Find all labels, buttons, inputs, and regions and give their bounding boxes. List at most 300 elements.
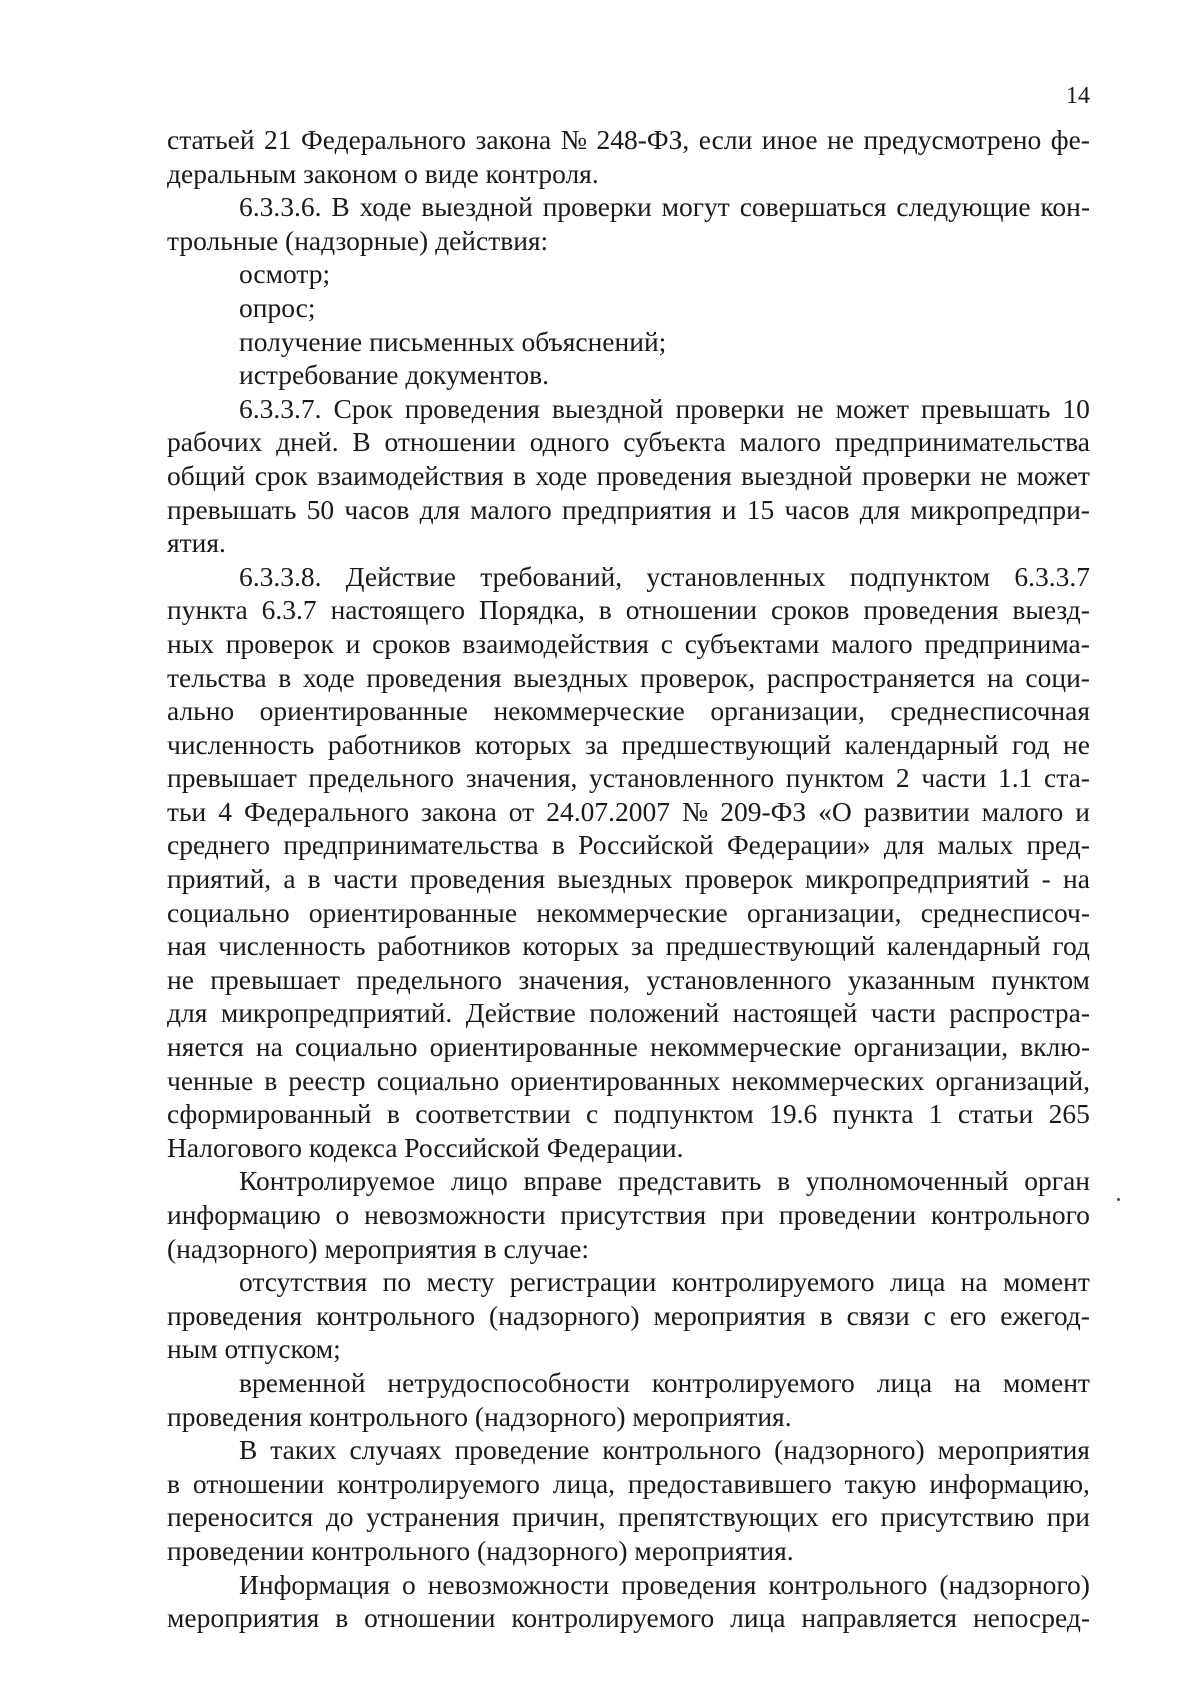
word: ных <box>167 627 214 659</box>
word: ходе <box>302 661 355 693</box>
word: предоставившего <box>627 1467 832 1499</box>
word: представить <box>618 1165 762 1197</box>
word: ориентированные <box>308 896 518 928</box>
line-text: (надзорного) мероприятия в случае: <box>167 1232 590 1264</box>
word: сформированный <box>167 1098 372 1130</box>
word: сроков <box>372 627 451 659</box>
word: Действие <box>465 997 576 1029</box>
word: присутствия <box>560 1199 707 1230</box>
word: превышает <box>210 963 341 995</box>
word: установленных <box>646 560 826 592</box>
word: контролируемого <box>337 1467 540 1499</box>
word: переносится <box>167 1501 314 1533</box>
text-line <box>167 560 1090 594</box>
word: 24.07.2007 <box>546 795 670 827</box>
line-text: деральным законом о виде контроля. <box>167 157 599 189</box>
text-line <box>167 661 1090 695</box>
word: 21 <box>264 124 292 155</box>
word: не <box>1063 728 1090 760</box>
word: Действие <box>345 560 456 592</box>
word: проверок <box>225 627 334 659</box>
word: микропредприятий <box>804 863 1030 895</box>
word: малого <box>831 627 913 659</box>
word: В <box>352 426 371 458</box>
word: часов <box>784 493 850 525</box>
word: организации, <box>746 896 902 928</box>
word: проверки <box>675 392 785 424</box>
word: няется <box>167 1031 244 1063</box>
text-line <box>167 1030 1090 1064</box>
word: закона <box>475 124 552 155</box>
word: орган <box>1024 1165 1090 1197</box>
word: выездной <box>421 191 533 223</box>
word: Информация <box>239 1568 390 1600</box>
text-line <box>167 157 1090 191</box>
text-line <box>167 963 1090 997</box>
word: проведения <box>366 661 502 693</box>
word: установленного <box>589 762 775 794</box>
word: рабочих <box>167 426 263 458</box>
word: ально <box>167 695 235 727</box>
text-line <box>167 1299 1090 1333</box>
word: таких <box>270 1434 337 1466</box>
word: значения, <box>518 963 631 995</box>
word: (надзорного) <box>774 1434 925 1466</box>
text-line <box>167 795 1090 829</box>
word: пред- <box>1026 829 1090 861</box>
word: микропредприятий. <box>220 997 453 1029</box>
word: подпунктом <box>613 1098 754 1130</box>
word: значения, <box>465 762 578 794</box>
word: организации, <box>710 695 865 727</box>
word: Федерального <box>244 795 410 827</box>
word: 6.3.3.8. <box>239 560 322 592</box>
text-line <box>167 1164 1090 1198</box>
word: В <box>331 191 350 223</box>
word: лица <box>876 1366 933 1398</box>
text-line <box>167 291 1090 325</box>
word: положений <box>589 997 720 1029</box>
text-line <box>167 190 1090 224</box>
word: развитии <box>863 795 970 827</box>
word: проверки <box>542 191 652 223</box>
word: «О <box>818 795 852 827</box>
word: вправе <box>523 1165 603 1197</box>
word: могут <box>661 191 730 223</box>
word: микропредпри- <box>910 493 1090 525</box>
text-line <box>167 761 1090 795</box>
text-line <box>167 123 1090 157</box>
word: превышать <box>921 392 1051 424</box>
text-line <box>167 1534 1090 1568</box>
word: проведения <box>409 863 546 895</box>
word: отсутствия <box>239 1266 368 1298</box>
word: выездных <box>557 863 673 895</box>
word: регистрации <box>509 1266 657 1298</box>
word: для <box>883 829 925 861</box>
word: год <box>1052 930 1090 962</box>
word: с <box>586 1098 599 1130</box>
word: совершаться <box>739 191 887 223</box>
word: в <box>819 1299 833 1331</box>
word: в <box>598 594 612 626</box>
word: за <box>585 728 609 760</box>
word: приятий, <box>167 863 272 895</box>
word: социально <box>167 896 290 928</box>
word: за <box>630 930 654 962</box>
word: 10 <box>1062 392 1090 424</box>
word: предпринима- <box>924 627 1090 659</box>
word: при <box>1046 1501 1090 1533</box>
word: лицо <box>450 1165 508 1197</box>
word: пунктом <box>785 762 885 794</box>
word: работников <box>327 728 462 760</box>
word: выездных <box>513 661 629 693</box>
text-line <box>167 728 1090 762</box>
word: месту <box>426 1266 495 1298</box>
word: в <box>264 1064 278 1096</box>
word: социально <box>294 1031 418 1063</box>
word: 209-ФЗ <box>720 795 807 827</box>
word: 248-ФЗ, <box>596 124 690 155</box>
text-line <box>167 459 1090 493</box>
word: мероприятия <box>653 1299 806 1331</box>
word: в <box>513 459 527 491</box>
word: ориентированные <box>259 695 468 727</box>
word: невозможности <box>364 1199 546 1230</box>
word: уполномоченный <box>805 1165 1009 1197</box>
word: требований, <box>480 560 623 592</box>
word: реестр <box>288 1064 366 1096</box>
word: 6.3.3.7. <box>239 392 322 424</box>
word: выездной <box>551 392 664 424</box>
text-line <box>167 358 1090 392</box>
word: тьи <box>167 795 207 827</box>
word: лица, <box>552 1467 616 1499</box>
word: контрольного <box>316 1299 476 1331</box>
word: части <box>332 863 398 895</box>
word: 1 <box>928 1098 943 1130</box>
word: среднесписоч- <box>920 896 1090 928</box>
text-line <box>167 1467 1090 1501</box>
word: 6.3.3.7 <box>1014 560 1090 592</box>
text-line <box>167 1500 1090 1534</box>
word: момент <box>1002 1266 1090 1298</box>
word: мероприятия <box>167 1602 320 1634</box>
word: невозможности <box>427 1568 610 1600</box>
word: проведения <box>596 459 732 491</box>
text-line <box>167 593 1090 627</box>
word: проверок, <box>640 661 756 693</box>
word: на <box>255 1031 283 1063</box>
word: с <box>923 1299 936 1331</box>
word: численность <box>167 728 315 760</box>
word: предельного <box>308 762 455 794</box>
word: среднесписочная <box>890 695 1090 727</box>
word: установленного <box>646 963 832 995</box>
word: лица <box>730 1602 786 1634</box>
word: ежегод- <box>1000 1299 1090 1331</box>
document-body <box>167 123 1090 1635</box>
text-line <box>167 1265 1090 1299</box>
word: проведения <box>404 392 540 424</box>
word: Контролируемое <box>239 1165 436 1197</box>
word: некоммерческих <box>731 1064 925 1096</box>
word: превышает <box>167 762 297 794</box>
word: не <box>980 459 1008 491</box>
word: контролируемого <box>671 1266 875 1298</box>
word: выездной <box>741 459 853 491</box>
text-line <box>167 862 1090 896</box>
text-line <box>167 1232 1090 1266</box>
word: вклю- <box>1020 1031 1090 1063</box>
word: причин, <box>512 1501 606 1533</box>
word: проведении <box>778 1199 917 1230</box>
word: указанным <box>847 963 976 995</box>
word: для <box>419 493 460 525</box>
word: 4 <box>218 795 233 827</box>
word: части <box>870 997 936 1029</box>
word: временной <box>239 1366 366 1398</box>
line-text: получение письменных объяснений; <box>239 325 667 357</box>
word: и <box>721 493 737 525</box>
line-text: Налогового кодекса Российской Федерации. <box>167 1131 684 1163</box>
word: субъекта <box>623 426 726 458</box>
word: предусмотрено <box>863 124 1042 155</box>
word: случаях <box>349 1434 442 1466</box>
word: (надзорного) <box>939 1568 1090 1600</box>
line-text: опрос; <box>239 291 316 323</box>
word: информацию, <box>929 1467 1090 1499</box>
word: календарный <box>844 728 999 760</box>
word: Федерального <box>301 124 467 155</box>
text-line <box>167 1400 1090 1434</box>
word: соци- <box>1025 661 1090 693</box>
word: контролируемого <box>651 1366 855 1398</box>
word: не <box>796 392 824 424</box>
text-line <box>167 1064 1090 1098</box>
word: 50 <box>306 493 335 525</box>
text-line <box>167 1568 1090 1602</box>
word: отношении <box>364 1602 496 1634</box>
word: проведения <box>621 1568 757 1600</box>
word: части <box>921 762 987 794</box>
word: контрольного <box>768 1568 928 1600</box>
word: общий <box>167 459 246 491</box>
word: для <box>167 997 208 1029</box>
word: фе- <box>1050 124 1090 155</box>
word: некоммерческие <box>536 896 728 928</box>
word: пункта <box>167 594 248 626</box>
word: некоммерческие <box>650 1031 842 1063</box>
text-line <box>167 1198 1090 1232</box>
word: настоящей <box>732 997 858 1029</box>
word: на <box>986 661 1014 693</box>
word: пункта <box>832 1098 914 1130</box>
word: организации, <box>853 1031 1009 1063</box>
word: в <box>335 1602 349 1634</box>
word: присутствию <box>880 1501 1035 1533</box>
word: пунктом <box>991 963 1090 995</box>
word: 6.3.3.6. <box>239 191 322 223</box>
word: настоящего <box>330 594 465 626</box>
word: на <box>954 1366 981 1398</box>
text-line <box>167 425 1090 459</box>
text-line <box>167 627 1090 661</box>
word: предприятия <box>561 493 712 525</box>
word: не <box>167 963 194 995</box>
text-line <box>167 493 1090 527</box>
text-line <box>167 1433 1090 1467</box>
word: в <box>551 829 565 861</box>
word: ходе <box>535 459 588 491</box>
word: проведения <box>167 1299 303 1331</box>
word: до <box>325 1501 354 1533</box>
word: работников <box>377 930 511 962</box>
word: лица <box>889 1266 946 1298</box>
word: одного <box>529 426 610 458</box>
word: с <box>660 627 673 659</box>
word: тельства <box>167 661 267 693</box>
word: по <box>382 1266 412 1298</box>
word: может <box>1016 459 1090 491</box>
word: нетрудоспособности <box>387 1366 630 1398</box>
word: в <box>386 1098 400 1130</box>
word: о <box>401 1568 416 1600</box>
text-line <box>167 257 1090 291</box>
word: в <box>777 1165 791 1197</box>
text-line <box>167 1332 1090 1366</box>
word: в <box>167 1467 180 1499</box>
word: 15 <box>746 493 775 525</box>
word: (надзорного) <box>488 1299 640 1331</box>
word: предпринимательства <box>283 829 539 861</box>
word: такую <box>844 1467 917 1499</box>
word: предшествующий <box>621 728 832 760</box>
word: статьи <box>957 1098 1034 1130</box>
word: выезд- <box>1012 594 1090 626</box>
word: момент <box>1002 1366 1090 1398</box>
word: 6.3.7 <box>261 594 317 626</box>
text-line <box>167 694 1090 728</box>
word: контролируемого <box>511 1602 715 1634</box>
word: взаимодействия <box>317 459 504 491</box>
text-line <box>167 929 1090 963</box>
word: и <box>345 627 361 659</box>
text-line <box>167 996 1090 1030</box>
word: иное <box>761 124 818 155</box>
word: предельного <box>356 963 502 995</box>
word: непосред- <box>972 1602 1090 1634</box>
word: малого <box>739 426 822 458</box>
page-number: 14 <box>1066 83 1090 109</box>
word: для <box>859 493 901 525</box>
scan-speck <box>1117 1198 1120 1201</box>
word: при <box>720 1199 765 1230</box>
word: 1.1 <box>998 762 1033 794</box>
word: распространяется <box>766 661 976 693</box>
word: а <box>283 863 296 895</box>
word: на <box>1062 863 1090 895</box>
line-text: осмотр; <box>239 258 331 290</box>
word: малого <box>470 493 552 525</box>
word: соответствии <box>415 1098 571 1130</box>
word: превышать <box>167 493 297 525</box>
word: препятствующих <box>618 1501 819 1533</box>
word: ориентированных <box>510 1064 721 1096</box>
text-line <box>167 896 1090 930</box>
line-text: трольные (надзорные) действия: <box>167 224 549 256</box>
word: направляется <box>801 1602 958 1634</box>
word: Федерации» <box>726 829 871 861</box>
word: проверки <box>861 459 972 491</box>
word: от <box>508 795 535 827</box>
word: год <box>1012 728 1050 760</box>
text-line <box>167 526 1090 560</box>
word: на <box>960 1266 988 1298</box>
word: его <box>831 1501 868 1533</box>
word: отношении <box>192 1467 325 1499</box>
word: некоммерческие <box>493 695 685 727</box>
word: ста- <box>1044 762 1090 794</box>
word: 19.6 <box>769 1098 818 1130</box>
line-text: проведения контрольного (надзорного) мероприятия. <box>167 1400 792 1432</box>
word: отношении <box>384 426 516 458</box>
word: № <box>560 124 587 155</box>
word: календарный <box>886 930 1041 962</box>
word: закона <box>421 795 497 827</box>
word: 2 <box>895 762 910 794</box>
word: ная <box>167 930 207 962</box>
line-text: проведении контрольного (надзорного) мероприятия. <box>167 1534 794 1566</box>
word: кон- <box>1040 191 1090 223</box>
word: подпунктом <box>849 560 991 592</box>
word: предшествующий <box>665 930 876 962</box>
word: мероприятия <box>937 1434 1090 1466</box>
word: Российской <box>578 829 714 861</box>
word: если <box>698 124 753 155</box>
word: в <box>307 863 321 895</box>
word: предпринимательства <box>834 426 1090 458</box>
word: численность <box>218 930 366 962</box>
word: следующие <box>896 191 1031 223</box>
word: в <box>278 661 292 693</box>
word: ченные <box>167 1064 254 1096</box>
word: статьей <box>167 124 255 155</box>
line-text: ным отпуском; <box>167 1333 341 1365</box>
word: контрольного <box>930 1199 1090 1230</box>
word: 265 <box>1048 1098 1090 1130</box>
word: не <box>827 124 854 155</box>
word: которых <box>522 930 620 962</box>
text-line <box>167 392 1090 426</box>
word: срок <box>254 459 308 491</box>
word: ходе <box>359 191 412 223</box>
word: проведения <box>863 594 999 626</box>
word: малых <box>937 829 1014 861</box>
word: социально <box>376 1064 500 1096</box>
line-text: ятия. <box>167 527 226 559</box>
line-text: истребование документов. <box>239 359 550 391</box>
text-line <box>167 325 1090 359</box>
word: Порядка, <box>478 594 585 626</box>
word: контрольного <box>602 1434 762 1466</box>
word: распростра- <box>949 997 1090 1029</box>
word: может <box>835 392 909 424</box>
word: проверок <box>684 863 793 895</box>
word: часов <box>344 493 410 525</box>
word: взаимодействия <box>462 627 649 659</box>
